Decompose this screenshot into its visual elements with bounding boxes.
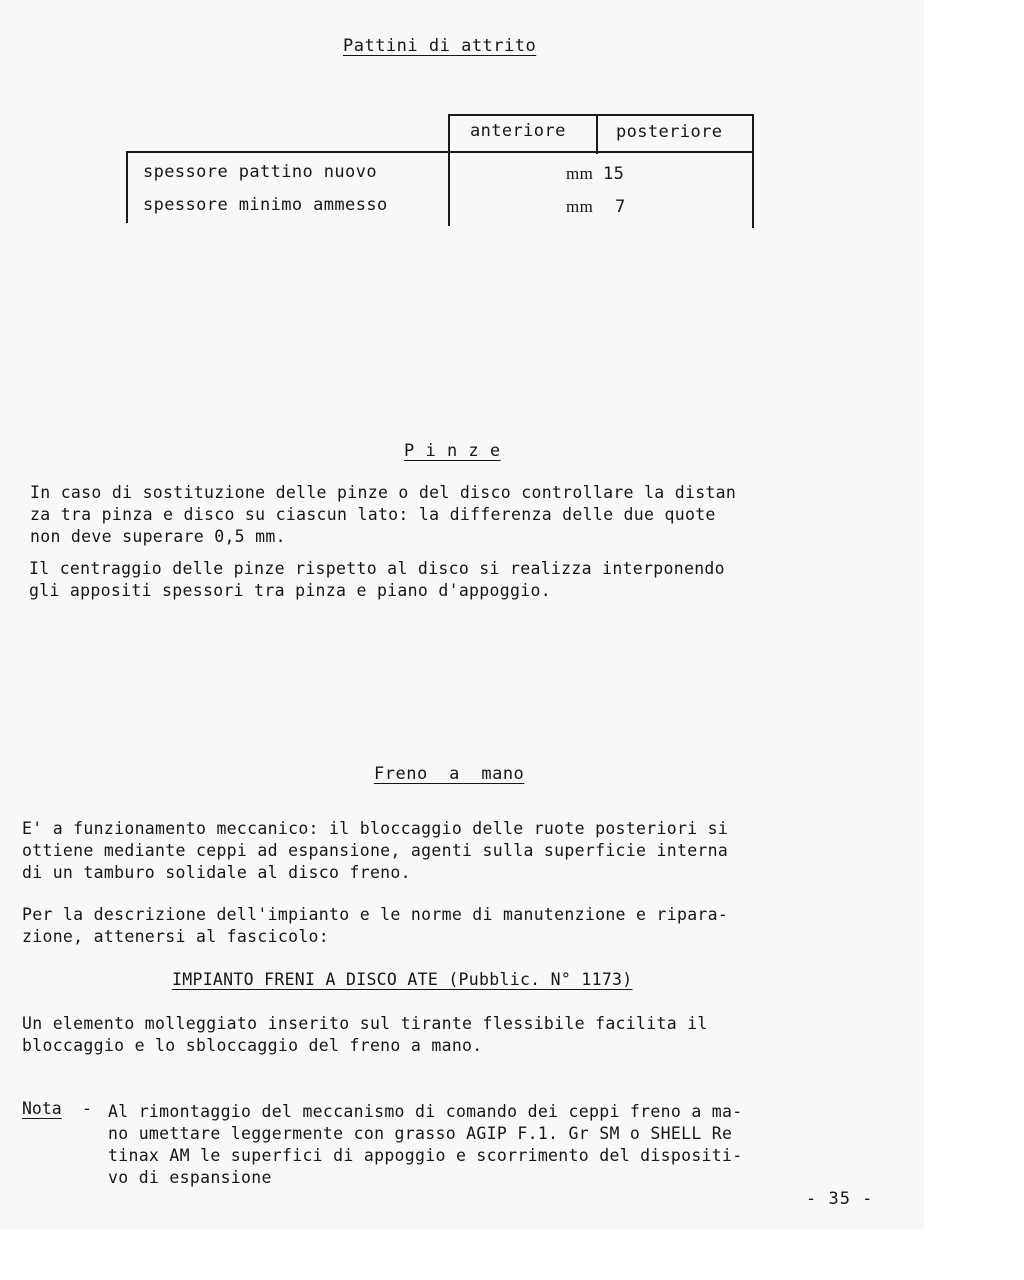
- text-line: zione, attenersi al fascicolo:: [22, 927, 330, 946]
- text-line: Un elemento molleggiato inserito sul tirante flessibile facilita il: [22, 1014, 708, 1033]
- row-value-nuovo: 15: [603, 164, 625, 184]
- page-number: - 35 -: [806, 1189, 874, 1209]
- nota-text: [108, 1101, 888, 1189]
- text-line: Al rimontaggio del meccanismo di comando dei ceppi freno a ma-: [108, 1102, 743, 1121]
- row-label-minimo: spessore minimo ammesso: [143, 195, 388, 215]
- text-line: non deve superare 0,5 mm.: [30, 527, 286, 546]
- freno-paragraph-3: [22, 1013, 886, 1057]
- text-line: ottiene mediante ceppi ad espansione, agenti sulla superficie interna: [22, 841, 729, 860]
- section-title-freno-a-mano: Freno a mano: [374, 764, 525, 784]
- row-unit-nuovo: mm: [566, 164, 594, 183]
- text-line: E' a funzionamento meccanico: il bloccaggio delle ruote posteriori si: [22, 819, 729, 838]
- text-line: no umettare leggermente con grasso AGIP F.1. Gr SM o SHELL Re: [108, 1124, 733, 1143]
- section-title-pinze: P i n z e: [404, 441, 501, 461]
- text-line: bloccaggio e lo sbloccaggio del freno a mano.: [22, 1036, 483, 1055]
- text-line: In caso di sostituzione delle pinze o del disco controllare la distan: [30, 483, 737, 502]
- col-header-posteriore: posteriore: [616, 122, 723, 142]
- text-line: za tra pinza e disco su ciascun lato: la differenza delle due quote: [30, 505, 716, 524]
- text-line: vo di espansione: [108, 1168, 272, 1187]
- text-line: Il centraggio delle pinze rispetto al disco si realizza interponendo: [29, 559, 725, 578]
- text-line: gli appositi spessori tra pinza e piano d'appoggio.: [29, 581, 551, 600]
- text-line: di un tamburo solidale al disco freno.: [22, 863, 411, 882]
- pinze-paragraph-1: [30, 482, 888, 548]
- pinze-paragraph-2: [29, 558, 889, 602]
- text-line: Per la descrizione dell'impianto e le norme di manutenzione e ripara-: [22, 905, 729, 924]
- freno-paragraph-2: [22, 904, 886, 948]
- section-title-pattini: Pattini di attrito: [343, 36, 537, 56]
- reference-impianto-freni: IMPIANTO FRENI A DISCO ATE (Pubblic. N° 1173): [172, 970, 633, 989]
- text-line: tinax AM le superfici di appoggio e scorrimento del dispositi-: [108, 1146, 743, 1165]
- nota-label: Nota: [22, 1099, 62, 1118]
- row-label-nuovo: spessore pattino nuovo: [143, 162, 377, 182]
- freno-paragraph-1: [22, 818, 886, 884]
- nota-dash: -: [82, 1099, 92, 1118]
- row-unit-minimo: mm: [566, 197, 594, 216]
- row-value-minimo: 7: [615, 197, 626, 217]
- col-header-anteriore: anteriore: [470, 121, 566, 141]
